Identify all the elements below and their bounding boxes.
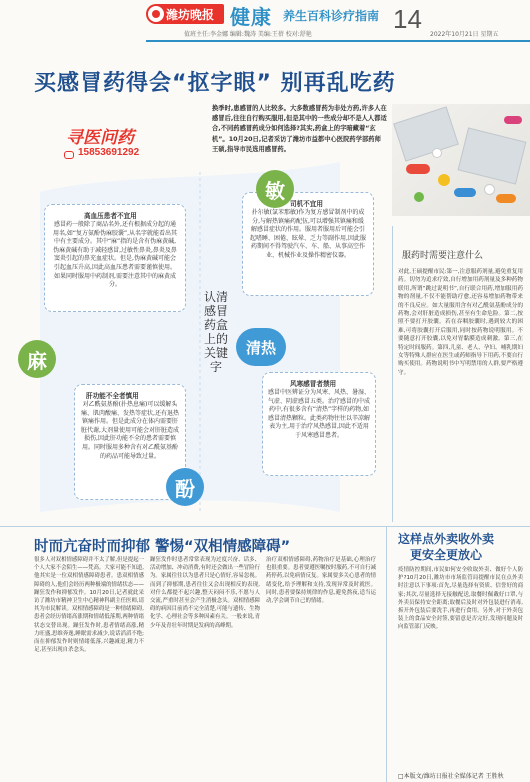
capsule <box>496 194 516 203</box>
lead-paragraph: 换季时,患感冒的人比较多。大多数感冒药为非处方药,许多人在感冒后,往往自行购买服用,但是其中的一些成分却不是人人都适合,不同药感冒药成分如何选择?其实,药盒上的字暗藏着“玄机”。10月20日,记者采访了潍坊市益都中心医院药学部药师王硕,指导市民选用感冒药。 <box>212 105 387 153</box>
box-body: 对乙酰氨基酚(扑热息痛)可以缓解头痛、肌肉酸痛、发热等症状,还有退热镇痛作用。但是此成分在体内需要肝脏代谢,大剂量使用可能会对肝脏造成损伤,因此肝功能不全的患者需要慎用。同时服用多种含有对乙酰氨基酚的药品可能导致过量。 <box>81 401 179 460</box>
article2-col1: 很多人对双相情感障碍并不太了解,但是提起一个人大家不会陌生——梵高。大家可能不知道,他其实是一位双相情感障碍患者。患双相情感障碍的人,他们会经历两种极端的情绪状态——躁狂发作和抑郁发作。10月20日,记者就此采访了潍坊市精神卫生中心精神科副主任医师,请其为市民解读。双相情感障碍是一种情绪障碍,患者会经历情绪高涨期和情绪低落期,两种情绪状态交替出现。躁狂发作时,患者情绪高涨,精力旺盛,思维奔逸,睡眠需求减少,说话滔滔不绝;而在抑郁发作时则情绪低落,兴趣减退,精力不足,甚至出现自杀念头。 <box>34 557 144 654</box>
pill <box>432 148 442 158</box>
capsule <box>504 116 522 124</box>
date-line: 2022年10月21日 星期五 <box>430 31 499 38</box>
right-subhead: 服药时需要注意什么 <box>402 251 484 261</box>
circle-ma: 麻 <box>18 340 56 378</box>
header-divider <box>146 40 530 42</box>
column-divider <box>392 226 393 522</box>
hotline-number: 15853691292 <box>78 147 140 158</box>
article2-headline: 时而亢奋时而抑郁 警惕“双相情感障碍” <box>34 539 291 555</box>
capsule <box>454 188 476 197</box>
newspaper-logo <box>146 4 224 24</box>
logo-mark-icon <box>148 6 164 22</box>
right-body-text: 对此,王硕提醒市民:第一,注意服药剂量,避免重复用药。切勿为追求疗效,自行增加用药剂量及多种药物联用,所谓“跳过说明书”,自行联合用药,增加服用药物的剂量,不仅不能帮助疗愈,还容易增加药物带来的不良反应。如大量服用含有对乙酰氨基酚成分的药物,会对肝脏造成损伤,甚至有生命危险。第二,按照不要打开胶囊。若在吞咽胶囊时,遇到较大的困难,可将胶囊打开后服用,同时按药物说明服用。不要随意打开胶囊,以免对胃黏膜造成刺激。第三,在特定时间服药。第四,儿童、老人、孕妇、哺乳期妇女等特殊人群应在医生或药师指导下用药,不要自行购买使用。药物说明书中写明禁用的人群,要严格遵守。 <box>398 269 523 376</box>
paper-name: 潍坊晚报 <box>166 8 215 22</box>
article3-headline: 这样点外卖收外卖 <box>398 532 495 546</box>
box-title: 风寒感冒者禁用 <box>290 380 337 388</box>
article2-col3: 治疗双相情感障碍,药物治疗是基础,心理治疗也很重要。患者要遵医嘱按时服药,不可自行减药停药,以免病情反复。家属要多关心患者的情绪变化,给予理解和支持,发现异常及时就医。同时,患者要保持规律的作息,避免熬夜,适当运动,学会调节自己的情绪。 <box>266 557 376 605</box>
article3-body: 疫情防控期间,市民如何安全收取外卖、做好个人防护?10月20日,潍坊市市场监管局提醒市民在点外卖时注意以下事项:首先,尽量选择有资质、信誉好的商家;其次,尽量选择无接触配送,取餐时佩戴好口罩,与外卖员保持安全距离;取餐后及时对外包装进行消毒,拆开外包装后要洗手,再进行食用。另外,对于外卖包装上的食品安全封签,要留意是否完好,发现问题及时向监管部门反映。 <box>398 567 523 631</box>
circle-fen: 酚 <box>166 468 204 506</box>
pill <box>438 174 450 186</box>
column-logo: 寻医问药 <box>66 128 134 148</box>
editor-line: 值班主任:李金娜 编辑:魏涛 美编:王蓓 校对:舒艳 <box>184 31 312 38</box>
box-body: 感冒中医辨证分为风寒、风热、暑湿、气虚、阴虚感冒五类。治疗感冒的中成药中,有很多含有“清热”字样的药物,如感冒清热颗粒。此类药物往往以辛凉解表为主,用于治疗风热感冒,因此不适用于风寒感冒患者。 <box>268 389 371 439</box>
center-keyword-text: 认清感冒药盒上的关键字 <box>203 290 228 374</box>
section-subtitle: 养生百科诊疗指南 <box>283 9 380 23</box>
column-divider <box>386 526 387 782</box>
capsule <box>406 164 430 174</box>
page-header <box>0 0 530 48</box>
box-title: 司机不宜用 <box>290 200 323 208</box>
circle-min: 敏 <box>256 170 294 208</box>
pill <box>414 192 424 202</box>
box-body: 感冒药一般除了商品名外,还有根据成分起的通用名,如“复方氨酚伪麻胶囊”,从名字就能看出其中有主要成分。其中“麻”指的是含有伪麻黄碱,伪麻黄碱有助于减轻感冒,过敏性鼻炎,鼻炎及鼻窦炎引起的鼻充血症状。但是,伪麻黄碱可能会引起血压升高,因此高血压患者需要谨慎使用。如果同时服用中药制剂,需要注意其中的麻黄成分。 <box>52 221 178 289</box>
main-headline: 买感冒药得会“抠字眼” 别再乱吃药 <box>34 71 396 96</box>
box-title: 肝功能不全者慎用 <box>86 392 139 400</box>
page-number: 14 <box>393 4 422 34</box>
article2-col2: 躁狂发作时患者常常表现为过度兴奋、话多、活动增加、冲动消费,有时还会做出一些冒险行为。家属往往以为患者只是心情好,容易忽视。而到了抑郁期,患者往往又会出现相反的表现,对什么都提不起兴趣,整天闷闷不乐,不愿与人交流,严重时甚至会产生消极念头。双相情感障碍的病因目前尚不完全清楚,可能与遗传、生物化学、心理社会等多种因素有关。一般来说,青少年及青壮年时期是发病的高峰期。 <box>150 557 260 629</box>
pill <box>484 184 495 195</box>
article-credit: □本版文/潍坊日报社全媒体记者 王胜秋 <box>398 773 504 780</box>
medicine-photo <box>392 104 530 216</box>
section-divider <box>0 526 530 527</box>
box-body: 扑尔敏(氯苯那敏)作为复方感冒制剂中的成分,与解热镇痛药配伍,可以增强其镇痛和缓解感冒症状的作用。服用者服用后可能会引起嗜睡、困倦、眩晕、乏力等副作用,因此服药期间不得驾驶汽车、车、船、从事高空作业、机械作业及操作精密仪器。 <box>250 209 366 259</box>
circle-qingre: 清热 <box>236 328 286 366</box>
box-title: 高血压患者不宜用 <box>84 212 137 220</box>
article3-headline-line2: 更安全更放心 <box>410 548 483 562</box>
blister-pack <box>393 106 459 161</box>
blister-pack <box>458 127 527 184</box>
section-title: 健康 <box>230 5 272 29</box>
